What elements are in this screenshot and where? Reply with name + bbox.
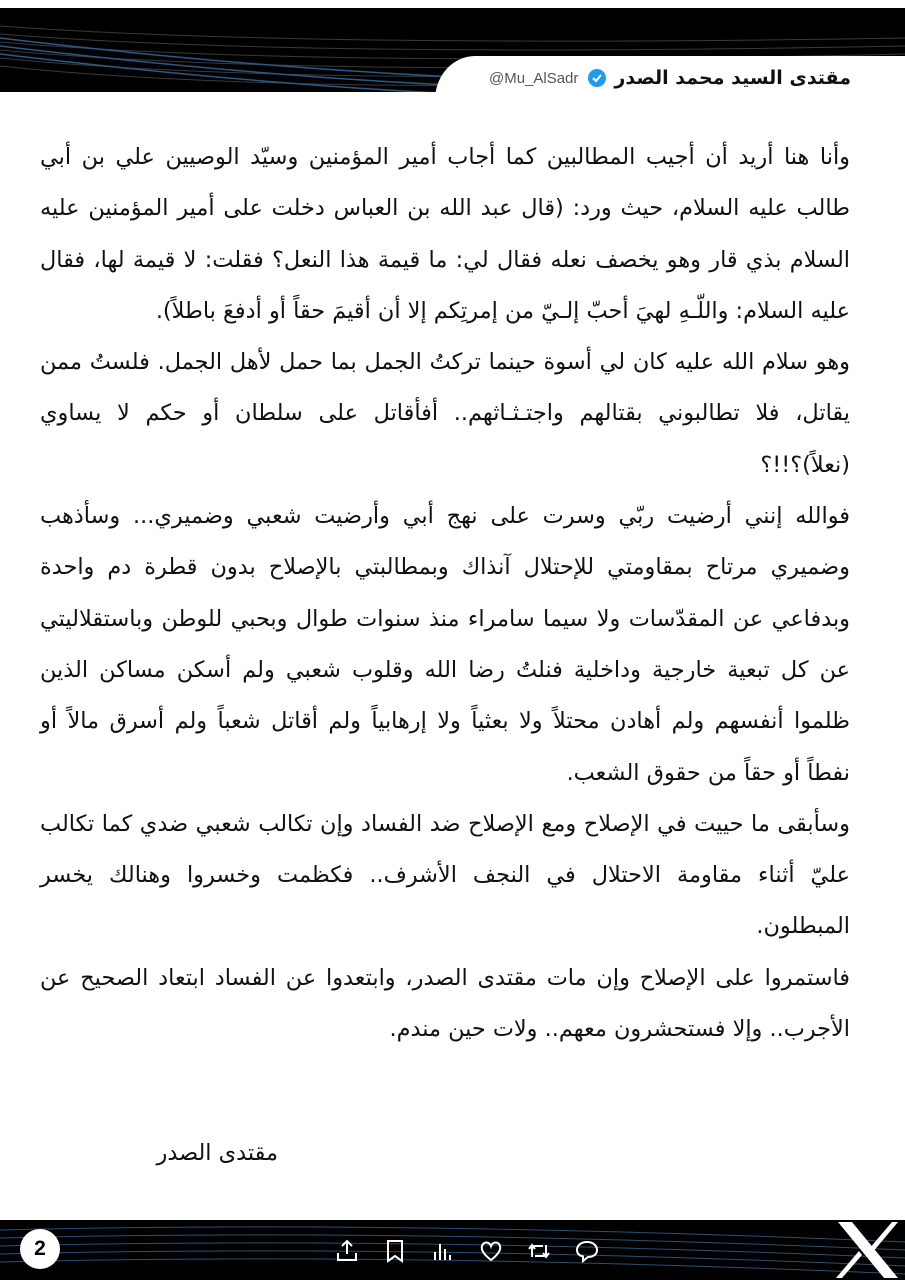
post-actions <box>330 1234 618 1268</box>
post-paragraph: فاستمروا على الإصلاح وإن مات مقتدى الصدر، وابتعدوا عن الفساد ابتعاد الصحيح عن الأجرب.. وإلا فستحشرون معهم.. ولات حين مندم. <box>40 964 850 1043</box>
post-paragraph: وأنا هنا أريد أن أجيب المطالبين كما أجاب أمير المؤمنين وسيّد الوصيين علي بن أبي طالب عليه السلام، حيث ورد: (قال عبد الله بن العباس دخلت على أمير المؤمنين عليه السلام بذي قار وهو يخصف نعله فقال لي: ما قيمة هذا النعل؟ فقلت: لا قيمة لها، فقال عليه السلام: واللّـهِ لهيَ أحبّ إلـيّ من إمرتِكم إلا أن أقيمَ حقاً أو أدفعَ باطلاً). <box>40 144 850 324</box>
like-icon[interactable] <box>474 1234 508 1268</box>
verified-badge-icon <box>588 69 606 87</box>
author-handle[interactable]: @Mu_AlSadr <box>488 69 579 87</box>
post-body <box>40 132 850 1055</box>
post-paragraph: وسأبقى ما حييت في الإصلاح ومع الإصلاح ضد الفساد وإن تكالب شعبي ضدي كما تكالب عليّ أثناء مقاومة الاحتلال في النجف الأشرف.. فكظمت وخسروا وهنالك يخسر المبطلون. <box>40 810 850 940</box>
top-strip <box>0 0 905 8</box>
post-paragraph: وهو سلام الله عليه كان لي أسوة حينما تركتُ الجمل بما حمل لأهل الجمل. فلستُ ممن يقاتل، فلا تطالبوني بقتالهم واجتـثـاثهم.. أفأقاتل على سلطان أو حكم لا يساوي (نعلاً)؟!!؟ <box>40 349 850 478</box>
reply-icon[interactable] <box>570 1234 604 1268</box>
post-paragraph: فوالله إنني أرضيت ربّي وسرت على نهج أبي وأرضيت شعبي وضميري... وسأذهب وضميري مرتاح بمقاومتي للإحتلال آنذاك وبمطالبتي بالإصلاح بدون قطرة دم واحدة وبدفاعي عن المقدّسات ولا سيما سامراء منذ سنوات طوال وبحبي للوطن وباستقلاليتي عن كل تبعية خارجية وداخلية فنلتُ رضا الله وقلوب شعبي ولم أسكن مساكن الذين ظلموا أنفسهم ولم أهادن محتلاً ولا بعثياً ولا إرهابياً ولم أقاتل شعباً ولم أسرق مالاً أو نفطاً أو حقاً من حقوق الشعب. <box>40 503 850 786</box>
bookmark-icon[interactable] <box>378 1234 412 1268</box>
page-number: 2 <box>20 1229 60 1269</box>
x-logo-icon <box>832 1220 902 1280</box>
post-signature: مقتدى الصدر <box>156 1140 278 1166</box>
footer-bar <box>0 1220 905 1280</box>
author-name[interactable]: مقتدى السيد محمد الصدر <box>614 67 851 89</box>
repost-icon[interactable] <box>522 1234 556 1268</box>
views-icon[interactable] <box>426 1234 460 1268</box>
author-bar <box>435 56 905 92</box>
header-bar <box>0 8 905 92</box>
share-icon[interactable] <box>330 1234 364 1268</box>
